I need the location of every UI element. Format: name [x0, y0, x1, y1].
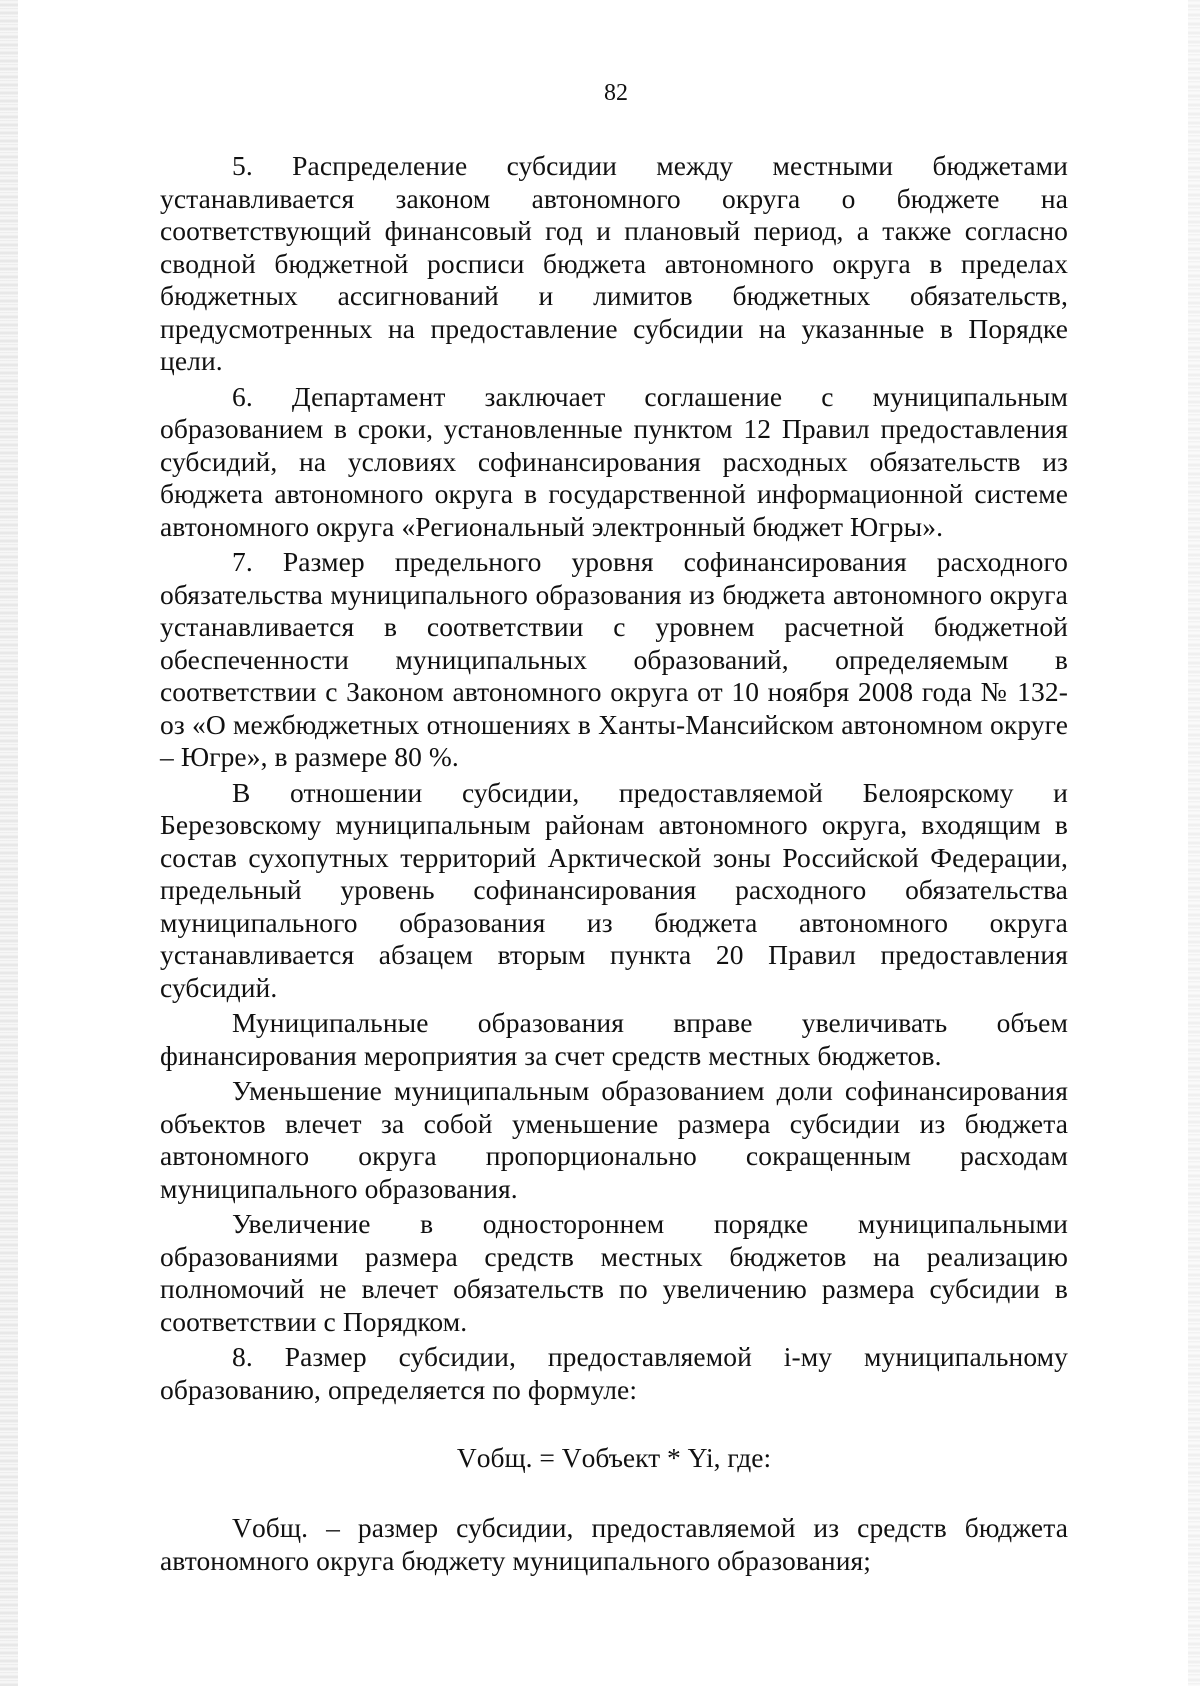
document-body: [160, 150, 1068, 1580]
page-number: 82: [604, 80, 628, 106]
scan-edge-left: [0, 0, 18, 1686]
paragraph-7: 7. Размер предельного уровня софинансирования расходного обязательства муниципального образования из бюджета автономного округа устанавливается в соответствии с уровнем расчетной бюджетной обеспеченности муниципальных образований, определяемым в соответствии с Законом автономного округа от 10 ноября 2008 года № 132-оз «О межбюджетных отношениях в Ханты-Мансийском автономном округе – Югре», в размере 80 %.: [160, 546, 1068, 772]
paragraph-6: 6. Департамент заключает соглашение с муниципальным образованием в сроки, установленные пунктом 12 Правил предоставления субсидий, на условиях софинансирования расходных обязательств из бюджета автономного округа в государственной информационной системе автономного округа «Региональный электронный бюджет Югры».: [160, 380, 1068, 542]
scan-edge-right: [1188, 0, 1200, 1686]
paragraph-local-budgets: Муниципальные образования вправе увеличивать объем финансирования мероприятия за счет средств местных бюджетов.: [160, 1007, 1068, 1071]
formula: Vобщ. = Vобъект * Yi, где:: [456, 1442, 772, 1473]
definition-vobsch: Vобщ. – размер субсидии, предоставляемой из средств бюджета автономного округа бюджету муниципального образования;: [160, 1512, 1068, 1576]
paragraph-arctic-zone: В отношении субсидии, предоставляемой Белоярскому и Березовскому муниципальным районам автономного округа, входящим в состав сухопутных территорий Арктической зоны Российской Федерации, предельный уровень софинансирования расходного обязательства муниципального образования из бюджета автономного округа устанавливается абзацем вторым пункта 20 Правил предоставления субсидий.: [160, 776, 1068, 1003]
paragraph-8: 8. Размер субсидии, предоставляемой i-му муниципальному образованию, определяется по формуле:: [160, 1341, 1068, 1405]
paragraph-5: 5. Распределение субсидии между местными бюджетами устанавливается законом автономного округа о бюджете на соответствующий финансовый год и плановый период, а также согласно сводной бюджетной росписи бюджета автономного округа в пределах бюджетных ассигнований и лимитов бюджетных обязательств, предусмотренных на предоставление субсидии на указанные в Порядке цели.: [160, 150, 1068, 376]
paragraph-reduction: Уменьшение муниципальным образованием доли софинансирования объектов влечет за собой уменьшение размера субсидии из бюджета автономного округа пропорционально сокращенным расходам муниципального образования.: [160, 1075, 1068, 1204]
paragraph-increase: Увеличение в одностороннем порядке муниципальными образованиями размера средств местных бюджетов на реализацию полномочий не влечет обязательств по увеличению размера субсидии в соответствии с Порядком.: [160, 1208, 1068, 1337]
